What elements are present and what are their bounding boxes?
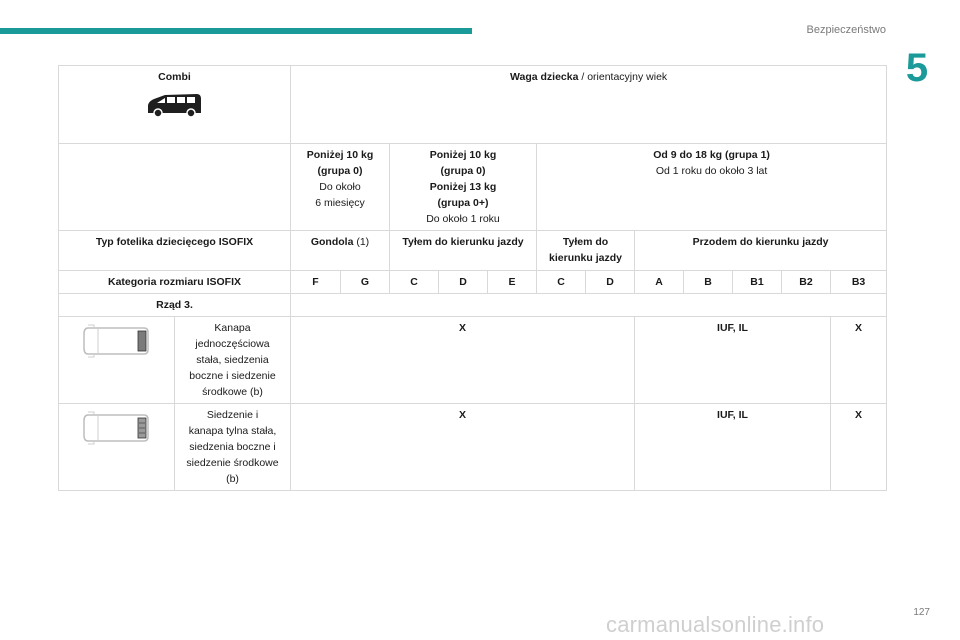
type-front: Przodem do kierunku jazdy: [635, 231, 887, 271]
seat-2-desc-line: (b): [226, 473, 239, 485]
size-cell: D: [586, 271, 635, 294]
van-icon: [145, 91, 205, 119]
vehicle-label: Combi: [158, 71, 191, 83]
seat-2-desc-line: Siedzenie i: [206, 409, 259, 421]
size-row: [59, 271, 887, 294]
type-rear-2-line-1: Tyłem do: [562, 236, 609, 248]
group-0plus-line-3: Poniżej 13 kg: [429, 181, 497, 193]
van-topview-icon: [82, 411, 152, 445]
group-1-age: Od 1 roku do około 3 lat: [655, 165, 768, 177]
size-cell: B: [684, 271, 733, 294]
size-cell: C: [390, 271, 439, 294]
header-row-groups: [59, 144, 887, 231]
group-0plus-age: Do około 1 roku: [426, 213, 500, 225]
type-gondola-note: (1): [353, 236, 370, 248]
row-3-label: Rząd 3.: [59, 294, 291, 317]
isofix-table: [58, 65, 887, 491]
seat-2-desc-line: siedzenie środkowe: [186, 457, 279, 469]
seat-1-desc: [175, 317, 291, 404]
size-cell: A: [635, 271, 684, 294]
seat-1-image-cell: [59, 317, 175, 404]
seat-2-desc-line: kanapa tylna stała,: [188, 425, 277, 437]
type-gondola: [291, 231, 390, 271]
size-cell: C: [537, 271, 586, 294]
type-label: Typ fotelika dziecięcego ISOFIX: [59, 231, 291, 271]
type-row: [59, 231, 887, 271]
van-topview-icon: [82, 324, 152, 358]
type-rear-2: [537, 231, 635, 271]
type-gondola-label: Gondola: [310, 236, 354, 248]
group-0-name: (grupa 0): [317, 165, 363, 177]
row-3-empty: [291, 294, 887, 317]
page-number: 127: [913, 607, 930, 618]
seat-1-value-1: X: [291, 317, 635, 404]
size-cell: D: [439, 271, 488, 294]
seat-1-desc-line: jednoczęściowa: [195, 338, 270, 350]
size-cell: E: [488, 271, 537, 294]
seat-2-image-cell: [59, 404, 175, 491]
size-label: Kategoria rozmiaru ISOFIX: [59, 271, 291, 294]
watermark: carmanualsonline.info: [606, 612, 825, 637]
seat-2-desc: [175, 404, 291, 491]
empty-group-cell: [59, 144, 291, 231]
seat-2-value-3: X: [831, 404, 887, 491]
group-0plus-line-1: Poniżej 10 kg: [429, 149, 497, 161]
group-0plus-line-4: (grupa 0+): [437, 197, 489, 209]
group-0-cell: [291, 144, 390, 231]
header-accent-bar: [0, 28, 472, 34]
seat-row-1: [59, 317, 887, 404]
seat-2-desc-line: siedzenia boczne i: [189, 441, 276, 453]
chapter-number: 5: [905, 46, 929, 90]
seat-1-desc-line: stała, siedzenia: [196, 354, 269, 366]
size-cell: F: [291, 271, 341, 294]
group-1-weight: Od 9 do 18 kg (grupa 1): [653, 149, 770, 161]
weight-head-bold: Waga dziecka: [509, 71, 579, 83]
row-label-row: [59, 294, 887, 317]
type-rear-1: Tyłem do kierunku jazdy: [390, 231, 537, 271]
size-cell: G: [341, 271, 390, 294]
group-0plus-line-2: (grupa 0): [440, 165, 486, 177]
seat-2-value-2: IUF, IL: [635, 404, 831, 491]
group-0-age-2: 6 miesięcy: [315, 197, 365, 209]
section-title: Bezpieczeństwo: [806, 24, 886, 36]
weight-head-rest: / orientacyjny wiek: [578, 71, 668, 83]
weight-header: [291, 66, 887, 144]
seat-1-value-3: X: [831, 317, 887, 404]
group-0-weight: Poniżej 10 kg: [306, 149, 374, 161]
seat-1-desc-line: boczne i siedzenie: [189, 370, 276, 382]
group-1-cell: [537, 144, 887, 231]
group-0-age-1: Do około: [319, 181, 361, 193]
seat-row-2: [59, 404, 887, 491]
vehicle-cell: [59, 66, 291, 144]
size-cell: B3: [831, 271, 887, 294]
size-cell: B2: [782, 271, 831, 294]
seat-1-desc-line: środkowe (b): [202, 386, 263, 398]
size-cell: B1: [733, 271, 782, 294]
header-row-vehicle: [59, 66, 887, 144]
seat-1-value-2: IUF, IL: [635, 317, 831, 404]
type-rear-2-line-2: kierunku jazdy: [549, 252, 622, 264]
seat-1-desc-line: Kanapa: [214, 322, 251, 334]
group-0plus-cell: [390, 144, 537, 231]
seat-2-value-1: X: [291, 404, 635, 491]
